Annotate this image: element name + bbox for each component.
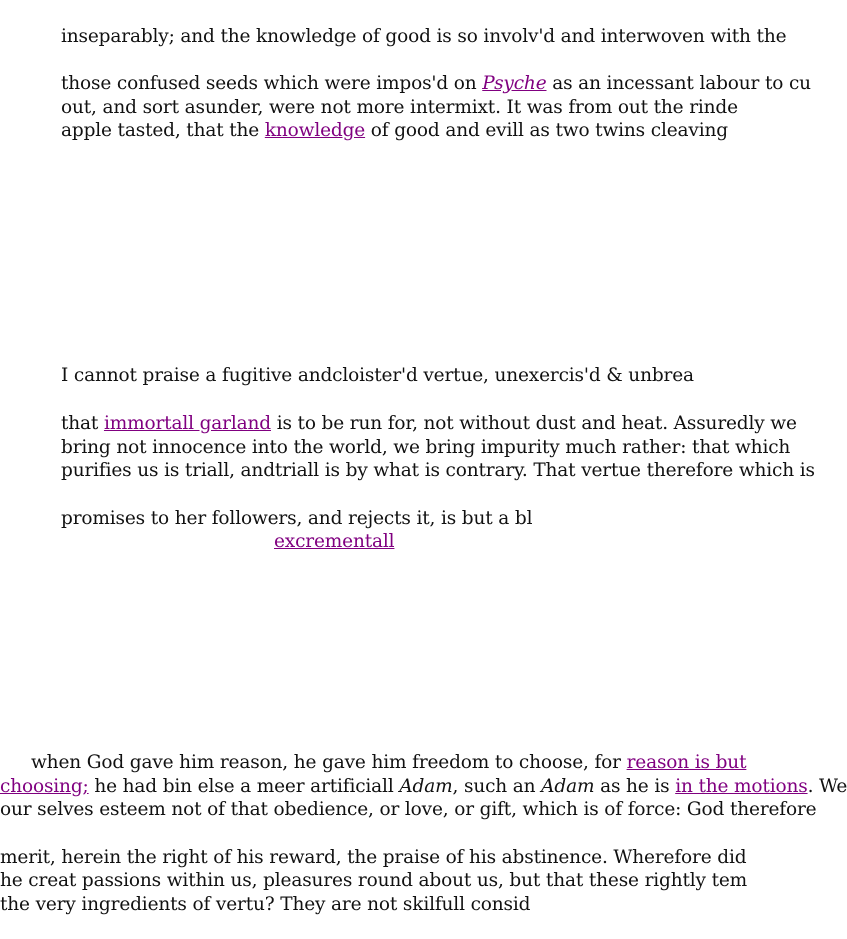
passage3-line2-text-d: as he is — [594, 776, 676, 797]
passage3-line2-text-e: . We — [807, 776, 847, 797]
passage3-line2 — [0, 775, 847, 798]
passage2-line1: I cannot praise a fugitive andcloister'd vertue, unexercis'd & unbrea — [61, 365, 694, 386]
passage2-line2-text-b: is to be run for, not without dust and heat. Assuredly we — [270, 413, 797, 434]
knowledge-link[interactable]: knowledge — [264, 120, 366, 141]
passage1-line4-text-a: apple tasted, that the — [61, 120, 265, 141]
passage2-line2 — [61, 412, 797, 435]
excrementall-link[interactable]: excrementall — [274, 531, 395, 552]
in-the-motions-link[interactable]: in the motions — [675, 776, 808, 797]
passage1-line2-text-a: those confused seeds which were impos'd on — [61, 73, 483, 94]
passage3-line1 — [31, 751, 746, 774]
passage1-line4 — [61, 119, 728, 142]
reason-is-but-link[interactable]: reason is but — [626, 752, 747, 773]
passage1-line4-text-b: of good and evill as two twins cleaving — [365, 120, 728, 141]
passage2-line4: purifies us is triall, andtriall is by what is contrary. That vertue therefore which is — [61, 460, 815, 481]
passage1-line1: inseparably; and the knowledge of good is so involv'd and interwoven with the — [61, 26, 787, 47]
psyche-link[interactable]: Psyche — [482, 73, 547, 94]
choosing-link[interactable]: choosing; — [0, 776, 89, 797]
passage1-line2 — [61, 72, 811, 95]
passage2-line3: bring not innocence into the world, we bring impurity much rather: that which — [61, 437, 791, 458]
passage3-line4: merit, herein the right of his reward, the praise of his abstinence. Wherefore did — [0, 847, 747, 868]
passage3-line6: the very ingredients of vertu? They are not skilfull consid — [0, 894, 531, 915]
passage3-line3: our selves esteem not of that obedience, or love, or gift, which is of force: God therefore — [0, 799, 817, 820]
immortall-garland-link[interactable]: immortall garland — [103, 413, 271, 434]
adam-italic-2: Adam — [541, 776, 595, 797]
passage2-line2-text-a: that — [61, 413, 104, 434]
passage3-line2-text-c: , such an — [452, 776, 542, 797]
passage3-line2-text-b: he had bin else a meer artificiall — [88, 776, 400, 797]
passage2-line6 — [274, 530, 394, 553]
passage3-line1-text-a: when God gave him reason, he gave him freedom to choose, for — [31, 752, 627, 773]
passage1-line2-text-b: as an incessant labour to cu — [546, 73, 811, 94]
passage2-line5: promises to her followers, and rejects it, is but a bl — [61, 508, 533, 529]
adam-italic-1: Adam — [399, 776, 453, 797]
passage1-line3: out, and sort asunder, were not more intermixt. It was from out the rinde — [61, 97, 738, 118]
passage3-line5: he creat passions within us, pleasures round about us, but that these rightly tem — [0, 870, 748, 891]
